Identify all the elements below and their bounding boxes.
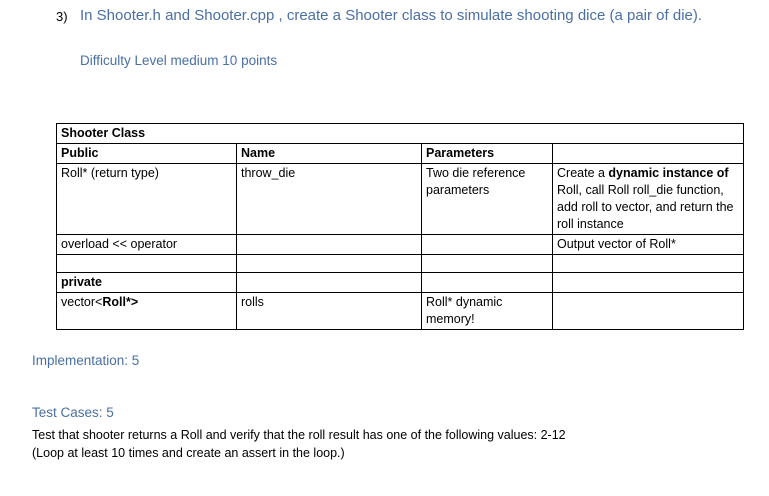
row-return-type: overload << operator [57,235,237,255]
header-parameters: Parameters [422,144,553,164]
table-header-row [57,144,744,164]
test-cases-heading: Test Cases: 5 [32,405,114,420]
question-number: 3) [56,9,68,24]
row-name [237,235,422,255]
private-member-type [57,293,237,330]
table-row [57,235,744,255]
private-member-description [553,293,744,330]
header-empty [553,144,744,164]
shooter-class-table [56,123,744,330]
row-name: throw_die [237,164,422,235]
table-row [57,293,744,330]
type-text-bold: Roll*> [102,295,139,309]
private-label: private [57,273,237,293]
private-member-name: rolls [237,293,422,330]
row-parameters: Two die reference parameters [422,164,553,235]
implementation-label: Implementation: 5 [32,353,140,368]
question-text: In Shooter.h and Shooter.cpp , create a Shooter class to simulate shooting dice (a pair of die). [80,7,703,24]
table-row [57,164,744,235]
row-return-type: Roll* (return type) [57,164,237,235]
header-name: Name [237,144,422,164]
test-description-line-1: Test that shooter returns a Roll and verify that the roll result has one of the following values: 2-12 [32,428,566,442]
row-parameters [422,235,553,255]
difficulty-label: Difficulty Level medium 10 points [80,53,278,68]
desc-text-post: Roll, call Roll roll_die function, add roll to vector, and return the roll instance [557,183,734,231]
private-label-row [57,273,744,293]
row-description [553,164,744,235]
desc-text-pre: Create a [557,166,609,180]
table-title-row [57,124,744,144]
empty-row [57,255,744,273]
test-description-line-2: (Loop at least 10 times and create an assert in the loop.) [32,446,345,460]
desc-text-bold: dynamic instance of [608,166,729,180]
private-member-parameters: Roll* dynamic memory! [422,293,553,330]
type-text-pre: vector< [61,295,103,309]
table-title: Shooter Class [57,124,744,144]
header-public: Public [57,144,237,164]
row-description: Output vector of Roll* [553,235,744,255]
